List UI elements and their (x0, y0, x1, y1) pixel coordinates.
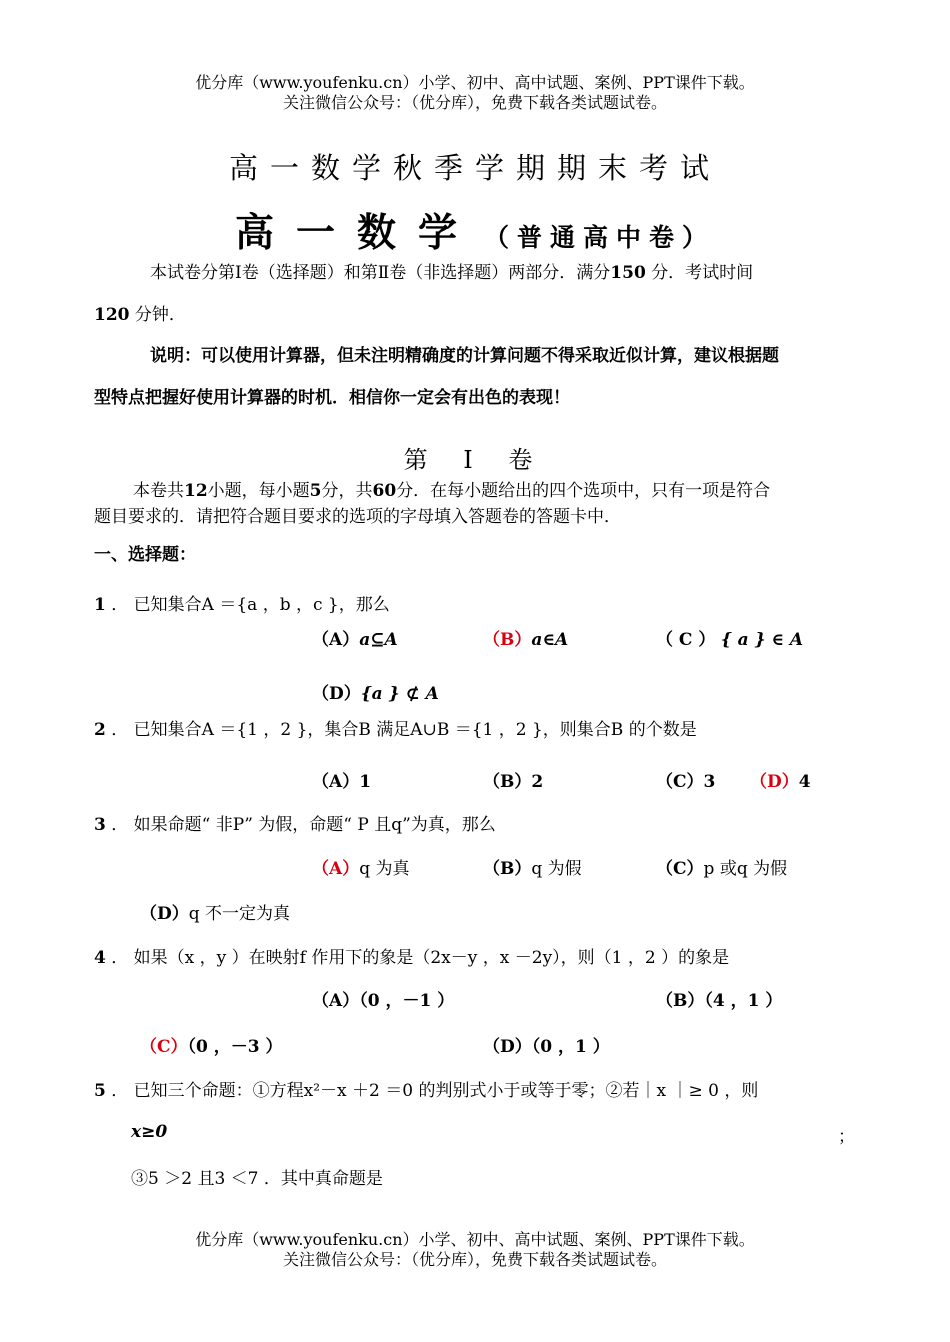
option-label: （B） (483, 630, 532, 650)
q4-option-a[interactable] (312, 986, 454, 1011)
question-number: 2 (94, 720, 106, 740)
option-label: （B） (656, 991, 705, 1011)
note-line-1: 说明：可以使用计算器，但未注明精确度的计算问题不得采取近似计算，建议根据题 (150, 346, 779, 366)
option-label: （D） (483, 1037, 532, 1057)
intro-time: 120 (94, 305, 130, 325)
option-text: { a } ∈ A (720, 630, 804, 650)
question-stem: 已知集合A ＝{1 ，2 }，集合B 满足A∪B ＝{1 ，2 }，则集合B 的个数是 (133, 720, 697, 740)
q5-stem-line-2: x≥0 (131, 1122, 168, 1142)
paper-title-sub: （普通高中卷） (484, 223, 716, 252)
footer-line-1: 优分库（www.youfenku.cn）小学、初中、高中试题、案例、PPT课件下载。 (195, 1230, 755, 1249)
question-number: 3 (94, 815, 106, 835)
q5-stem-line-3: ③5 ＞2 且3 ＜7 ．其中真命题是 (131, 1169, 383, 1189)
option-label: （D） (750, 772, 799, 792)
option-label: （B） (483, 859, 532, 879)
section-desc-line-2: 题目要求的．请把符合题目要求的选项的字母填入答题卷的答题卡中． (94, 507, 621, 527)
q3-option-d[interactable] (140, 899, 290, 924)
option-label: （A） (312, 630, 360, 650)
option-label: （B） (483, 772, 532, 792)
option-text: 2 (531, 772, 544, 792)
section-count: 12 (184, 481, 208, 501)
section-desc-line-1 (133, 476, 770, 501)
section-each: 5 (309, 481, 322, 501)
intro-text-c: 分钟． (134, 305, 186, 325)
option-text: （0 ，1 ） (531, 1037, 610, 1057)
section-total: 60 (372, 481, 397, 501)
q5-stem-line-2-end: ； (838, 1127, 855, 1147)
intro-text-a: 本试卷分第Ⅰ卷（选择题）和第Ⅱ卷（非选择题）两部分．满分 (150, 263, 611, 283)
q1-option-c[interactable] (656, 625, 803, 650)
option-text: q 为假 (531, 859, 582, 879)
question-2: 2 ． 已知集合A ＝{1 ，2 }，集合B 满足A∪B ＝{1 ，2 }，则集合B 的个数是 (94, 720, 697, 740)
option-label: （A） (312, 859, 360, 879)
q2-option-a[interactable] (312, 767, 371, 792)
option-label: （D） (140, 904, 189, 924)
paper-title-main: 高一数学 (234, 211, 479, 256)
part-heading: 一、选择题： (94, 545, 196, 565)
option-text: p 或q 为假 (703, 859, 788, 879)
section-title: 第 Ⅰ 卷 (403, 446, 547, 474)
q4-option-c[interactable] (140, 1032, 283, 1057)
option-text: a∈A (531, 630, 569, 650)
question-3: 3 ． 如果命题“ 非P” 为假，命题“ P 且q”为真，那么 (94, 815, 496, 835)
question-stem: 如果命题“ 非P” 为假，命题“ P 且q”为真，那么 (133, 815, 496, 835)
option-label: （A） (312, 991, 360, 1011)
option-text: q 不一定为真 (188, 904, 291, 924)
option-text: 3 (703, 772, 716, 792)
question-5: 5 ． 已知三个命题：①方程x²－x ＋2 ＝0 的判别式小于或等于零；②若｜x ｜≥ 0 ，则 (94, 1081, 759, 1101)
section-desc-b: 小题，每小题 (207, 481, 310, 501)
section-desc-a: 本卷共 (133, 481, 184, 501)
header-line-2: 关注微信公众号：（优分库），免费下载各类试题试卷。 (282, 93, 667, 112)
q1-option-d[interactable] (312, 679, 439, 704)
option-text: （0 ，－1 ） (359, 991, 455, 1011)
section-desc-c: 分，共 (321, 481, 373, 501)
option-label: （C） (656, 772, 704, 792)
option-text: （0 ，－3 ） (187, 1037, 283, 1057)
option-label: （ C ） (656, 630, 716, 650)
q1-option-a[interactable] (312, 625, 398, 650)
question-stem: 如果（x ，y ）在映射f 作用下的象是（2x－y ，x －2y），则（1 ，2 ）的象是 (133, 948, 730, 968)
option-text: a⊆A (359, 630, 398, 650)
section-desc-d: 分．在每小题给出的四个选项中，只有一项是符合 (396, 481, 771, 501)
q4-option-d[interactable] (483, 1032, 610, 1057)
question-number: 5 (94, 1081, 106, 1101)
exam-title: 高一数学秋季学期期末考试 (228, 151, 721, 185)
option-text: q 为真 (359, 859, 410, 879)
intro-text-b: 分．考试时间 (651, 263, 754, 283)
note-line-2: 型特点把握好使用计算器的时机．相信你一定会有出色的表现！ (94, 388, 570, 408)
q2-option-b[interactable] (483, 767, 543, 792)
q3-option-a[interactable] (312, 854, 410, 879)
option-text: 4 (798, 772, 811, 792)
question-4: 4 ． 如果（x ，y ）在映射f 作用下的象是（2x－y ，x －2y），则（1 ，2 ）的象是 (94, 948, 730, 968)
option-label: （A） (312, 772, 360, 792)
q2-option-c[interactable] (656, 767, 715, 792)
q1-option-b[interactable] (483, 625, 568, 650)
option-label: （C） (140, 1037, 188, 1057)
intro-line-2 (94, 300, 186, 325)
option-label: （D） (312, 684, 361, 704)
q4-option-b[interactable] (656, 986, 782, 1011)
option-text: {a } ⊄ A (360, 684, 439, 704)
q2-option-d[interactable] (750, 767, 811, 792)
q3-option-c[interactable] (656, 854, 787, 879)
option-text: （4 ，1 ） (704, 991, 783, 1011)
q3-option-b[interactable] (483, 854, 582, 879)
intro-score: 150 (610, 263, 646, 283)
question-number: 1 (94, 595, 106, 615)
question-1: 1 ． 已知集合A ＝{a ，b ，c }，那么 (94, 595, 390, 615)
option-label: （C） (656, 859, 704, 879)
question-stem: 已知集合A ＝{a ，b ，c }，那么 (133, 595, 390, 615)
question-stem: 已知三个命题：①方程x²－x ＋2 ＝0 的判别式小于或等于零；②若｜x ｜≥ 0 ，则 (133, 1081, 759, 1101)
option-text: 1 (359, 772, 372, 792)
header-line-1: 优分库（www.youfenku.cn）小学、初中、高中试题、案例、PPT课件下载。 (195, 73, 755, 92)
paper-title (0, 202, 950, 258)
intro-line-1 (150, 258, 753, 283)
footer-line-2: 关注微信公众号：（优分库），免费下载各类试题试卷。 (282, 1250, 667, 1269)
question-number: 4 (94, 948, 106, 968)
